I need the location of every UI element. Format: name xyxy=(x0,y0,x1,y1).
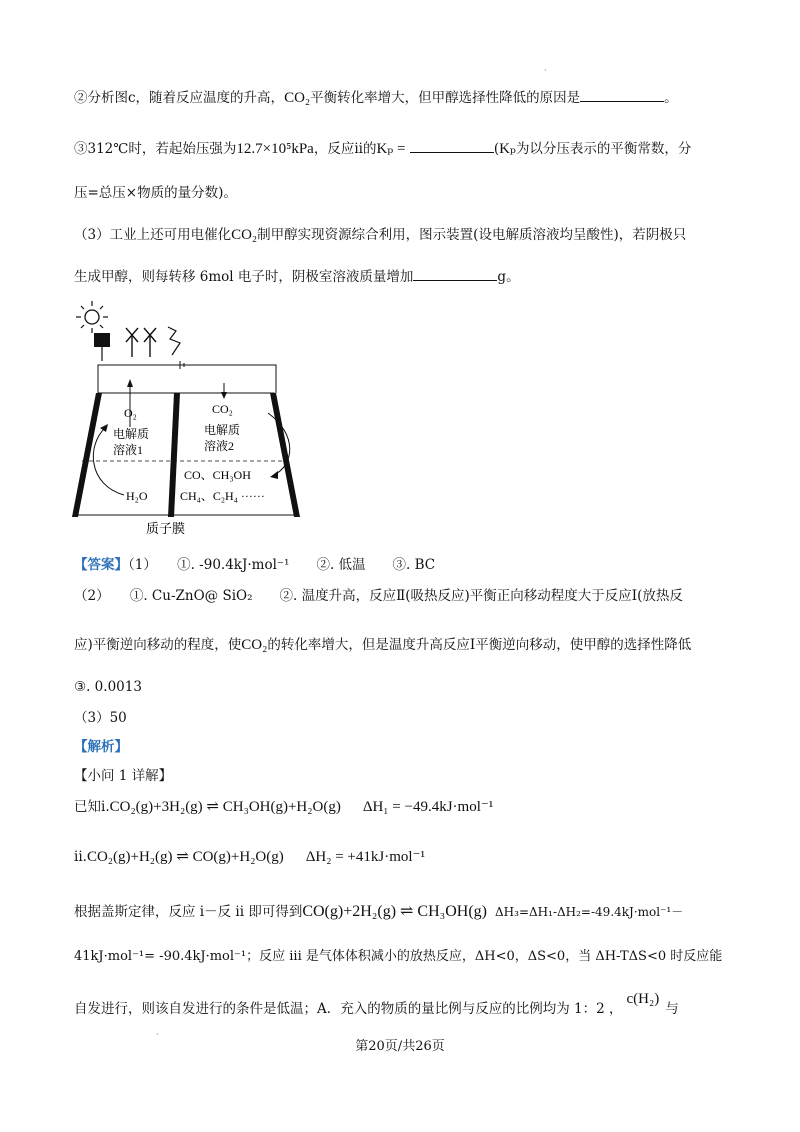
down-arrow-icon xyxy=(221,392,227,399)
electrolyte2-label: 电解质 xyxy=(204,423,241,437)
co2-formula: CO₂ xyxy=(241,637,268,653)
answer-2b xyxy=(74,633,691,654)
q3-text-d: g。 xyxy=(497,269,520,285)
answer-3: （3）50 xyxy=(74,710,127,726)
wind-turbine-icon xyxy=(126,328,156,357)
answer-blank[interactable] xyxy=(580,89,664,102)
co2-formula: CO₂ xyxy=(284,90,311,106)
pressure-value: 12.7×10⁵kPa xyxy=(236,141,314,157)
kp-symbol: Kₚ = xyxy=(376,141,406,157)
power-source-icon xyxy=(94,333,110,347)
answer-1: （1） ①. -90.4kJ·mol⁻¹ ②. 低温 ③. BC xyxy=(128,557,436,573)
analysis-tag: 【解析】 xyxy=(74,739,128,755)
answer-line-1 xyxy=(74,553,435,573)
anode-electrode xyxy=(72,393,102,517)
equation-i xyxy=(74,795,493,816)
answer-tag: 【答案】 xyxy=(74,557,128,573)
hess-text: 根据盖斯定律，反应 i－反 ii 即可得到 xyxy=(74,904,303,920)
answer-blank[interactable] xyxy=(413,268,497,281)
curved-arrow-icon xyxy=(100,424,108,432)
curved-arrow-icon xyxy=(270,471,278,479)
up-arrow-icon xyxy=(127,379,133,387)
delta-h2: ΔH₂ = +41kJ·mol⁻¹ xyxy=(305,849,425,865)
q3-line2 xyxy=(74,265,520,285)
paren: ( xyxy=(493,141,500,157)
analysis-text-yu: 与 xyxy=(665,1001,679,1017)
analysis-text-c: 自发进行，则该自发进行的条件是低温；A．充入的物质的量比例与反应的比例均为 1：2 ， xyxy=(74,1001,623,1017)
answer-2c: ③. 0.0013 xyxy=(74,679,142,695)
equation-ii xyxy=(74,847,425,866)
scan-dot: · xyxy=(544,66,547,75)
q2-item2-text-a: ②分析图c，随着反应温度的升高， xyxy=(74,90,285,106)
electrolyte1-label: 电解质 xyxy=(113,427,150,441)
products-label-2: CH₄、C₂H₄ ······ xyxy=(180,489,265,503)
equation-2: CO₂(g)+H₂(g) ⇌ CO(g)+H₂O(g) xyxy=(86,849,284,865)
q3-text-a: （3）工业上还可用电催化 xyxy=(74,227,232,243)
q3-text-c: 生成甲醇，则每转移 6mol 电子时，阴极室溶液质量增加 xyxy=(74,269,414,285)
analysis-line-b: 41kJ·mol⁻¹= -90.4kJ·mol⁻¹；反应 iii 是气体体积减小的放热反应，ΔH<0，ΔS<0，当 ΔH-TΔS<0 时反应能 xyxy=(74,949,723,964)
q2-item2-text-b: 平衡转化率增大，但甲醇选择性降低的原因是 xyxy=(310,90,581,106)
answer-2b-text-a: 应)平衡逆向移动的程度，使 xyxy=(74,637,242,653)
q2-item3-line2: 压=总压×物质的量分数)。 xyxy=(74,185,237,201)
subsection-title: 【小问 1 详解】 xyxy=(74,768,173,784)
co2-label: CO₂ xyxy=(212,402,233,416)
q3-line1 xyxy=(74,223,686,244)
answer-2b-text-b: 的转化率增大，但是温度升高反应Ⅰ平衡逆向移动，使甲醇的选择性降低 xyxy=(267,637,692,653)
q2-item2-end: 。 xyxy=(664,90,678,106)
delta-h3: ΔH₃=ΔH₁-ΔH₂=-49.4kJ·mol⁻¹－ xyxy=(495,905,684,919)
equation-label: ii. xyxy=(74,849,87,865)
sun-icon xyxy=(76,301,108,333)
scan-dot: · xyxy=(156,1030,159,1039)
answer-2a: （2） ①. Cu-ZnO@ SiO₂ ②. 温度升高，反应Ⅱ(吸热反应)平衡正向移动程度大于反应Ⅰ(放热反 xyxy=(74,588,683,604)
q2-item2 xyxy=(74,86,678,107)
answer-blank[interactable] xyxy=(410,140,494,153)
hess-line xyxy=(74,900,683,921)
proton-membrane xyxy=(168,393,180,517)
q2-item3-text-b: ，反应ii的 xyxy=(313,141,377,157)
page-footer: 第20页/共26页 xyxy=(355,1039,445,1054)
q2-item3 xyxy=(74,137,691,158)
ch2-formula: c(H₂) xyxy=(626,991,660,1007)
electrolyte1-label-2: 溶液1 xyxy=(113,443,144,457)
q2-item3-text-c: 为以分压表示的平衡常数，分 xyxy=(515,141,692,157)
products-label: CO、CH₃OH xyxy=(184,468,251,482)
electrolyte2-label-2: 溶液2 xyxy=(204,439,235,453)
q2-item3-text-a: ③312℃时，若起始压强为 xyxy=(74,141,237,157)
kp-symbol-2: Kₚ xyxy=(499,141,516,157)
h2o-label: H₂O xyxy=(126,489,148,503)
electrolysis-diagram xyxy=(68,295,308,540)
cathode-electrode xyxy=(270,393,300,517)
o2-label: O₂ xyxy=(124,406,137,420)
co2-formula: CO₂ xyxy=(231,227,258,243)
membrane-caption: 质子膜 xyxy=(146,521,186,536)
q3-text-b: 制甲醇实现资源综合利用，图示装置(设电解质溶液均呈酸性)，若阴极只 xyxy=(257,227,687,243)
lightning-icon xyxy=(168,327,180,355)
equation-label: 已知i. xyxy=(74,799,110,815)
delta-h1: ΔH₁ = −49.4kJ·mol⁻¹ xyxy=(362,799,494,815)
analysis-line-c xyxy=(74,991,679,1018)
equation-3: CO(g)+2H₂(g) ⇌ CH₃OH(g) xyxy=(302,903,487,920)
equation-1: CO₂(g)+3H₂(g) ⇌ CH₃OH(g)+H₂O(g) xyxy=(109,799,341,815)
